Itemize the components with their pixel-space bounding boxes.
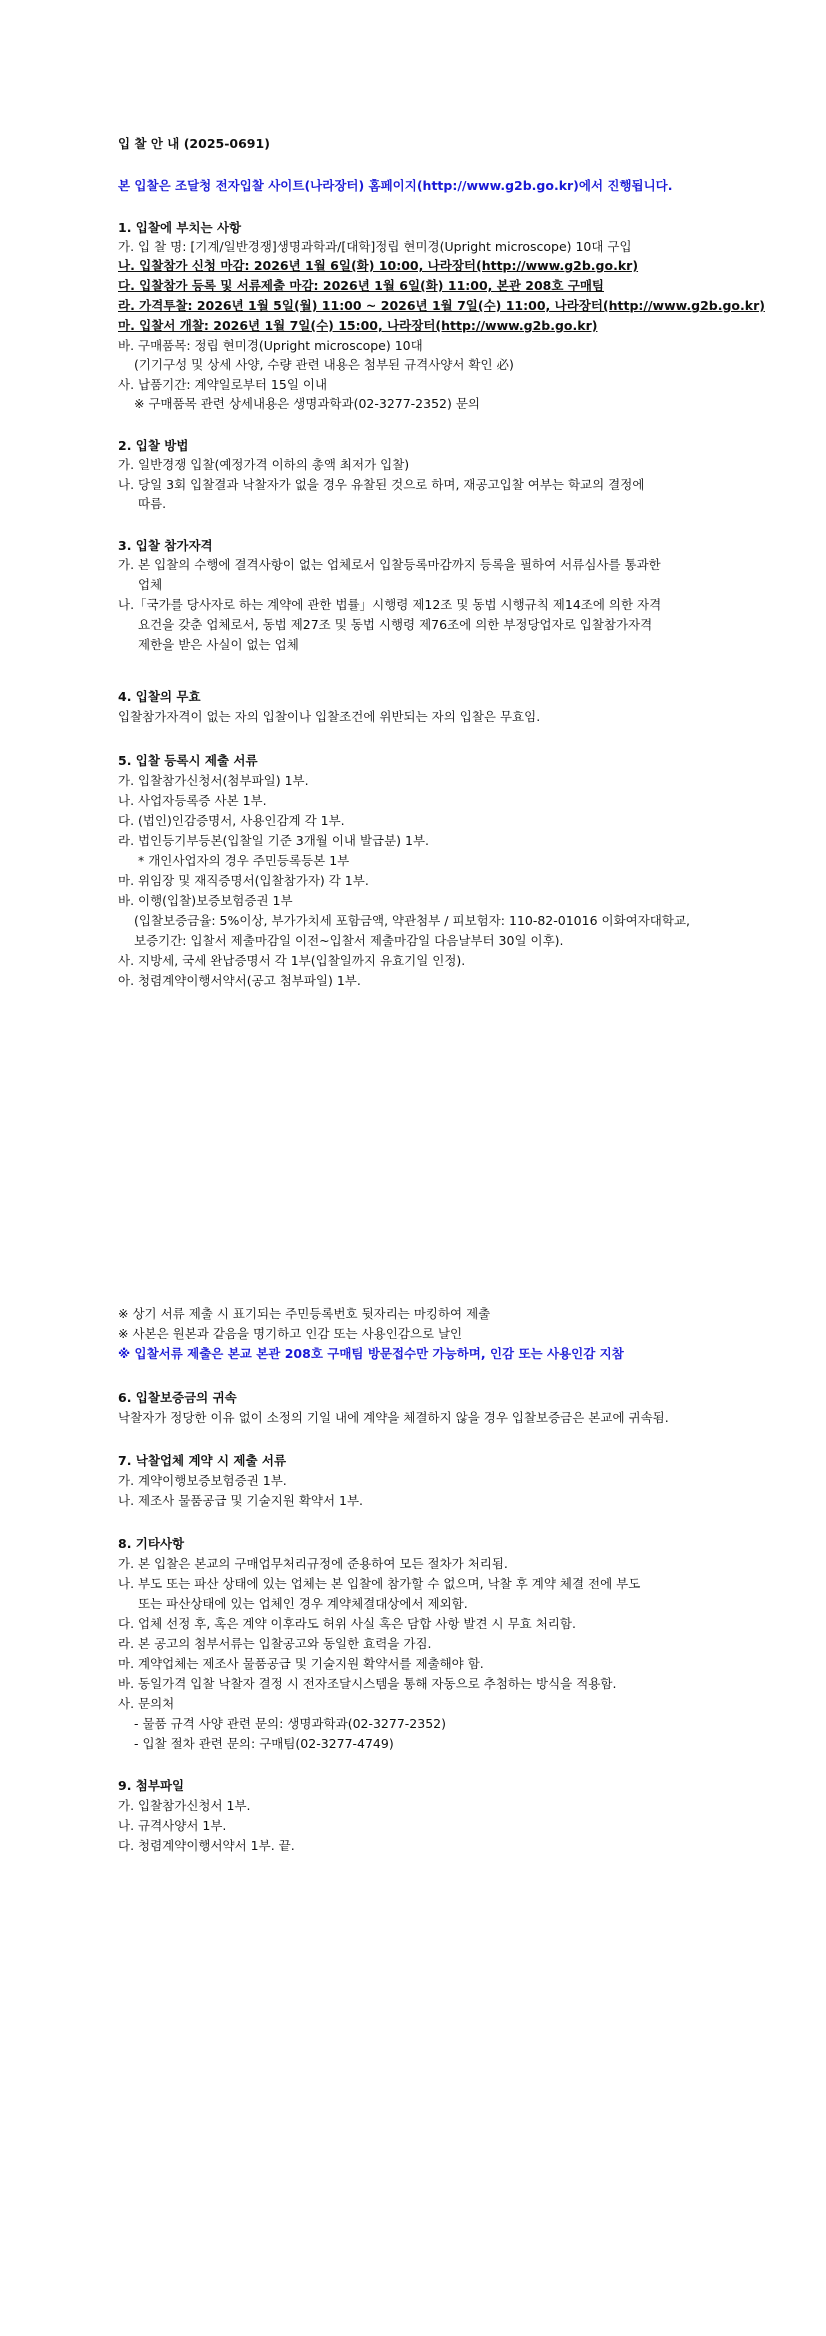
s1-item-na: 나. 입찰참가 신청 마감: 2026년 1월 6일(화) 10:00, 나라장터(http://www.g2b.go.kr) [118, 258, 639, 273]
s7-item-ga: 가. 계약이행보증보험증권 1부. [118, 1473, 287, 1488]
s8-item-na-cont: 또는 파산상태에 있는 업체인 경우 계약체결대상에서 제외함. [138, 1596, 468, 1611]
s5-item-ma: 마. 위임장 및 재직증명서(입찰참가자) 각 1부. [118, 873, 369, 888]
s8-item-ba: 바. 동일가격 입찰 낙찰자 결정 시 전자조달시스템을 통해 자동으로 추첨하는 방식을 적용함. [118, 1676, 617, 1691]
s5-item-ra: 라. 법인등기부등본(입찰일 기준 3개월 이내 발급분) 1부. [118, 833, 430, 848]
section-2-heading: 2. 입찰 방법 [118, 438, 189, 453]
s1-item-ba: 바. 구매품목: 정립 현미경(Upright microscope) 10대 [118, 338, 423, 353]
section-1-heading: 1. 입찰에 부치는 사항 [118, 220, 242, 235]
section-9-heading: 9. 첨부파일 [118, 1778, 185, 1793]
note-2: ※ 사본은 원본과 같음을 명기하고 인감 또는 사용인감으로 날인 [118, 1326, 463, 1341]
s1-item-da: 다. 입찰참가 등록 및 서류제출 마감: 2026년 1월 6일(화) 11:00, 본관 208호 구매팀 [118, 278, 605, 293]
document-title: 입 찰 안 내 (2025-0691) [118, 136, 270, 151]
s1-item-ga: 가. 입 찰 명: [기계/일반경쟁]생명과학과/[대학]정립 현미경(Upright microscope) 10대 구입 [118, 239, 632, 254]
s3-item-na: 나.「국가를 당사자로 하는 계약에 관한 법률」시행령 제12조 및 동법 시행규칙 제14조에 의한 자격 [118, 597, 662, 612]
s3-item-na-cont1: 요건을 갖춘 업체로서, 동법 제27조 및 동법 시행령 제76조에 의한 부정당업자로 입찰참가자격 [138, 617, 653, 632]
s8-item-ma: 마. 계약업체는 제조사 물품공급 및 기술지원 확약서를 제출해야 함. [118, 1656, 484, 1671]
section-6-heading: 6. 입찰보증금의 귀속 [118, 1390, 237, 1405]
s2-item-na: 나. 당일 3회 입찰결과 낙찰자가 없을 경우 유찰된 것으로 하며, 재공고입찰 여부는 학교의 결정에 [118, 477, 645, 492]
note-1: ※ 상기 서류 제출 시 표기되는 주민등록번호 뒷자리는 마킹하여 제출 [118, 1306, 491, 1321]
s7-item-na: 나. 제조사 물품공급 및 기술지원 확약서 1부. [118, 1493, 364, 1508]
s9-item-na: 나. 규격사양서 1부. [118, 1818, 227, 1833]
s5-item-da: 다. (법인)인감증명서, 사용인감계 각 1부. [118, 813, 345, 828]
section-7-heading: 7. 낙찰업체 계약 시 제출 서류 [118, 1453, 287, 1468]
s5-item-ba-note1: (입찰보증금율: 5%이상, 부가가치세 포함금액, 약관첨부 / 피보험자: 110-82-01016 이화여자대학교, [134, 913, 690, 928]
s5-item-ba: 바. 이행(입찰)보증보험증권 1부 [118, 893, 293, 908]
s1-item-ma: 마. 입찰서 개찰: 2026년 1월 7일(수) 15:00, 나라장터(http://www.g2b.go.kr) [118, 318, 598, 333]
section-3-heading: 3. 입찰 참가자격 [118, 538, 213, 553]
s5-item-ga: 가. 입찰참가신청서(첨부파일) 1부. [118, 773, 309, 788]
s8-item-ga: 가. 본 입찰은 본교의 구매업무처리규정에 준용하여 모든 절차가 처리됨. [118, 1556, 508, 1571]
s5-item-na: 나. 사업자등록증 사본 1부. [118, 793, 267, 808]
notice-line: 본 입찰은 조달청 전자입찰 사이트(나라장터) 홈페이지(http://www.g2b.go.kr)에서 진행됩니다. [118, 178, 673, 193]
section-5-heading: 5. 입찰 등록시 제출 서류 [118, 753, 258, 768]
s1-item-ra: 라. 가격투찰: 2026년 1월 5일(월) 11:00 ~ 2026년 1월 7일(수) 11:00, 나라장터(http://www.g2b.go.kr) [118, 298, 765, 313]
s8-contact-spec: - 물품 규격 사양 관련 문의: 생명과학과(02-3277-2352) [134, 1716, 446, 1731]
section-4-heading: 4. 입찰의 무효 [118, 689, 201, 704]
s5-item-ba-note2: 보증기간: 입찰서 제출마감일 이전~입찰서 제출마감일 다음날부터 30일 이후). [134, 933, 564, 948]
s3-item-na-cont2: 제한을 받은 사실이 없는 업체 [138, 637, 299, 652]
s5-item-a: 아. 청렴계약이행서약서(공고 첨부파일) 1부. [118, 973, 361, 988]
s9-item-da: 다. 청렴계약이행서약서 1부. 끝. [118, 1838, 295, 1853]
s1-item-sa-note: ※ 구매품목 관련 상세내용은 생명과학과(02-3277-2352) 문의 [134, 396, 480, 411]
note-3: ※ 입찰서류 제출은 본교 본관 208호 구매팀 방문접수만 가능하며, 인감 또는 사용인감 지참 [118, 1346, 624, 1361]
s3-item-ga: 가. 본 입찰의 수행에 결격사항이 없는 업체로서 입찰등록마감까지 등록을 필하여 서류심사를 통과한 [118, 557, 661, 572]
s8-item-ra: 라. 본 공고의 첨부서류는 입찰공고와 동일한 효력을 가짐. [118, 1636, 432, 1651]
s5-item-ra-note: * 개인사업자의 경우 주민등록등본 1부 [138, 853, 350, 868]
section-8-heading: 8. 기타사항 [118, 1536, 185, 1551]
s4-text: 입찰참가자격이 없는 자의 입찰이나 입찰조건에 위반되는 자의 입찰은 무효임. [118, 709, 541, 724]
s1-item-ba-note: (기기구성 및 상세 사양, 수량 관련 내용은 첨부된 규격사양서 확인 必) [134, 357, 514, 372]
s8-item-da: 다. 업체 선정 후, 혹은 계약 이후라도 허위 사실 혹은 담합 사항 발견 시 무효 처리함. [118, 1616, 576, 1631]
s2-item-ga: 가. 일반경쟁 입찰(예정가격 이하의 총액 최저가 입찰) [118, 457, 410, 472]
s6-text: 낙찰자가 정당한 이유 없이 소정의 기일 내에 계약을 체결하지 않을 경우 입찰보증금은 본교에 귀속됨. [118, 1410, 669, 1425]
s1-item-sa: 사. 납품기간: 계약일로부터 15일 이내 [118, 377, 328, 392]
s2-item-na-cont: 따름. [138, 496, 167, 511]
s8-item-sa: 사. 문의처 [118, 1696, 175, 1711]
s5-item-sa: 사. 지방세, 국세 완납증명서 각 1부(입찰일까지 유효기일 인정). [118, 953, 466, 968]
s8-item-na: 나. 부도 또는 파산 상태에 있는 업체는 본 입찰에 참가할 수 없으며, 낙찰 후 계약 체결 전에 부도 [118, 1576, 641, 1591]
s9-item-ga: 가. 입찰참가신청서 1부. [118, 1798, 251, 1813]
s3-item-ga-cont: 업체 [138, 577, 163, 592]
s8-contact-procedure: - 입찰 절차 관련 문의: 구매팀(02-3277-4749) [134, 1736, 394, 1751]
